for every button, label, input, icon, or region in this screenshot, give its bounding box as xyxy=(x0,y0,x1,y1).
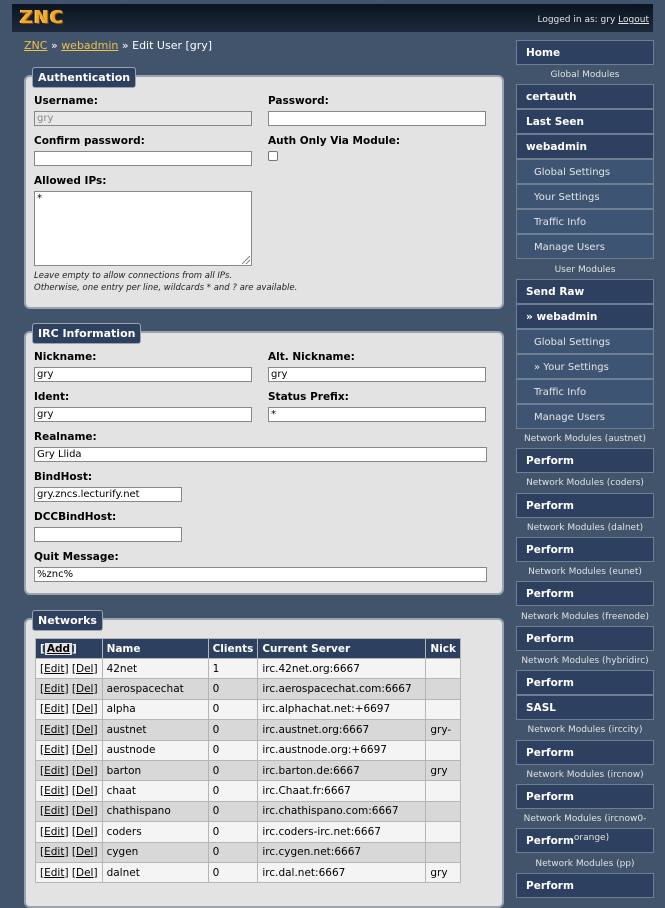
authentication-legend: Authentication xyxy=(32,67,136,88)
delete-network-link[interactable]: Del xyxy=(75,825,94,838)
network-nick-cell: gry xyxy=(426,862,461,882)
network-server-cell: irc.austnode.org:+6697 xyxy=(258,740,426,760)
delete-network-link[interactable]: Del xyxy=(75,764,94,777)
nav-send-raw[interactable]: Send Raw xyxy=(516,279,654,304)
networks-section xyxy=(24,614,504,908)
nav-last-seen[interactable]: Last Seen xyxy=(516,109,654,134)
confirm-password-input[interactable] xyxy=(34,151,252,166)
table-row xyxy=(36,679,461,699)
network-name-cell: aerospacechat xyxy=(102,679,208,699)
network-name-cell: austnet xyxy=(102,720,208,740)
network-server-cell: irc.austnet.org:6667 xyxy=(258,720,426,740)
ident-label: Ident: xyxy=(34,391,70,403)
network-clients-cell: 0 xyxy=(208,822,258,842)
network-clients-cell: 0 xyxy=(208,842,258,862)
caption-network-modules-austnet: Network Modules (austnet) xyxy=(524,434,646,444)
username-input: gry xyxy=(34,111,252,126)
table-row xyxy=(36,842,461,862)
network-nick-cell xyxy=(426,801,461,821)
networks-table xyxy=(35,638,461,883)
network-server-cell: irc.coders-irc.net:6667 xyxy=(258,822,426,842)
password-input[interactable] xyxy=(268,111,486,126)
nav-perform-hybridirc[interactable]: Perform xyxy=(516,670,654,695)
nav-certauth[interactable]: certauth xyxy=(516,84,654,109)
add-network-link[interactable]: Add xyxy=(46,642,70,655)
edit-network-link[interactable]: Edit xyxy=(44,785,65,798)
login-status xyxy=(537,15,649,25)
network-nick-cell xyxy=(426,842,461,862)
quit-message-label: Quit Message: xyxy=(34,551,119,563)
table-row xyxy=(36,699,461,719)
delete-network-link[interactable]: Del xyxy=(75,683,94,696)
nav-perform-ircnow0-label: Perform xyxy=(526,835,574,847)
edit-network-link[interactable]: Edit xyxy=(44,805,65,818)
table-row xyxy=(36,740,461,760)
row-actions: [Edit] [Del] xyxy=(36,740,103,760)
network-nick-cell xyxy=(426,699,461,719)
allowed-ips-value: * xyxy=(37,193,42,204)
network-nick-cell xyxy=(426,740,461,760)
authentication-section xyxy=(24,71,504,309)
network-clients-cell: 0 xyxy=(208,801,258,821)
breadcrumb-current: » Edit User [gry] xyxy=(118,39,213,52)
delete-network-link[interactable]: Del xyxy=(75,866,94,879)
network-clients-cell: 1 xyxy=(208,659,258,679)
network-name-cell: coders xyxy=(102,822,208,842)
nav-webadmin-active[interactable]: » webadmin xyxy=(516,304,654,329)
ident-input[interactable]: gry xyxy=(34,407,252,422)
network-clients-cell: 0 xyxy=(208,862,258,882)
caption-global-modules: Global Modules xyxy=(550,70,620,80)
nickname-input[interactable]: gry xyxy=(34,367,252,382)
realname-label: Realname: xyxy=(34,431,97,443)
nav-global-settings[interactable]: Global Settings xyxy=(516,159,654,184)
nav-traffic-info[interactable]: Traffic Info xyxy=(516,209,654,234)
irc-information-legend: IRC Information xyxy=(32,323,141,344)
edit-network-link[interactable]: Edit xyxy=(44,723,65,736)
nav-traffic-info-2[interactable]: Traffic Info xyxy=(516,379,654,404)
network-clients-cell: 0 xyxy=(208,740,258,760)
row-actions: [Edit] [Del] xyxy=(36,679,103,699)
network-name-cell: chaat xyxy=(102,781,208,801)
col-add: [ Add ] xyxy=(36,639,103,659)
network-nick-cell: gry xyxy=(426,760,461,780)
network-server-cell: irc.dal.net:6667 xyxy=(258,862,426,882)
edit-network-link[interactable]: Edit xyxy=(44,703,65,716)
network-nick-cell xyxy=(426,781,461,801)
dccbindhost-input[interactable] xyxy=(34,527,182,542)
nav-sasl[interactable]: SASL xyxy=(516,695,654,720)
network-server-cell: irc.chathispano.com:6667 xyxy=(258,801,426,821)
table-row xyxy=(36,720,461,740)
networks-legend: Networks xyxy=(32,610,103,631)
row-actions: [Edit] [Del] xyxy=(36,781,103,801)
col-nick: Nick xyxy=(426,639,461,659)
delete-network-link[interactable]: Del xyxy=(75,785,94,798)
table-row xyxy=(36,822,461,842)
delete-network-link[interactable]: Del xyxy=(75,723,94,736)
table-row xyxy=(36,781,461,801)
caption-network-modules-irccity: Network Modules (irccity) xyxy=(527,725,643,735)
network-server-cell: irc.Chaat.fr:6667 xyxy=(258,781,426,801)
caption-network-modules-pp: Network Modules (pp) xyxy=(535,859,635,869)
table-row xyxy=(36,801,461,821)
network-server-cell: irc.barton.de:6667 xyxy=(258,760,426,780)
allowed-ips-textarea[interactable] xyxy=(34,191,252,266)
table-row xyxy=(36,760,461,780)
col-name: Name xyxy=(102,639,208,659)
znc-logo[interactable]: ZNC xyxy=(20,7,65,28)
network-name-cell: dalnet xyxy=(102,862,208,882)
nickname-label: Nickname: xyxy=(34,351,97,363)
resize-grip-icon[interactable] xyxy=(242,256,250,264)
network-nick-cell: gry- xyxy=(426,720,461,740)
caption-network-modules-freenode: Network Modules (freenode) xyxy=(521,612,649,622)
row-actions: [Edit] [Del] xyxy=(36,842,103,862)
allowed-ips-label: Allowed IPs: xyxy=(34,175,107,187)
nav-webadmin[interactable]: webadmin xyxy=(516,134,654,159)
logout-link[interactable]: Logout xyxy=(618,15,649,25)
networks-header-row xyxy=(36,639,461,659)
breadcrumb-znc-link[interactable]: ZNC xyxy=(24,39,48,52)
header-bar xyxy=(12,4,653,32)
nav-manage-users-2[interactable]: Manage Users xyxy=(516,404,654,429)
nav-perform-irccity[interactable]: Perform xyxy=(516,740,654,765)
nav-perform-austnet[interactable]: Perform xyxy=(516,448,654,473)
network-clients-cell: 0 xyxy=(208,760,258,780)
nav-perform-ircnow0[interactable] xyxy=(516,828,654,853)
edit-network-link[interactable]: Edit xyxy=(44,825,65,838)
nav-perform-pp[interactable]: Perform xyxy=(516,873,654,898)
realname-input[interactable]: Gry Llida xyxy=(34,447,487,462)
caption-network-modules-dalnet: Network Modules (dalnet) xyxy=(526,523,644,533)
table-row xyxy=(36,862,461,882)
delete-network-link[interactable]: Del xyxy=(75,805,94,818)
nav-perform-ircnow[interactable]: Perform xyxy=(516,784,654,809)
nav-global-settings-2[interactable]: Global Settings xyxy=(516,329,654,354)
quit-message-input[interactable]: %znc% xyxy=(34,567,487,582)
delete-network-link[interactable]: Del xyxy=(75,744,94,757)
bindhost-label: BindHost: xyxy=(34,471,93,483)
network-clients-cell: 0 xyxy=(208,679,258,699)
row-actions: [Edit] [Del] xyxy=(36,720,103,740)
network-name-cell: chathispano xyxy=(102,801,208,821)
network-name-cell: 42net xyxy=(102,659,208,679)
network-nick-cell xyxy=(426,822,461,842)
network-server-cell: irc.aerospacechat.com:6667 xyxy=(258,679,426,699)
nav-your-settings[interactable]: Your Settings xyxy=(516,184,654,209)
caption-network-modules-eunet: Network Modules (eunet) xyxy=(528,567,642,577)
network-server-cell: irc.cygen.net:6667 xyxy=(258,842,426,862)
bindhost-input[interactable]: gry.zncs.lecturify.net xyxy=(34,487,182,502)
breadcrumb xyxy=(24,39,212,52)
status-prefix-input[interactable]: * xyxy=(268,407,486,422)
dccbindhost-label: DCCBindHost: xyxy=(34,511,117,523)
nav-manage-users[interactable]: Manage Users xyxy=(516,234,654,259)
network-name-cell: cygen xyxy=(102,842,208,862)
network-server-cell: irc.alphachat.net:+6697 xyxy=(258,699,426,719)
auth-only-module-checkbox[interactable] xyxy=(268,151,278,161)
row-actions: [Edit] [Del] xyxy=(36,760,103,780)
delete-network-link[interactable]: Del xyxy=(75,703,94,716)
caption-user-modules: User Modules xyxy=(554,265,616,275)
irc-information-section xyxy=(24,327,504,595)
edit-network-link[interactable]: Edit xyxy=(44,744,65,757)
nav-perform-eunet[interactable]: Perform xyxy=(516,581,654,606)
network-name-cell: barton xyxy=(102,760,208,780)
status-prefix-label: Status Prefix: xyxy=(268,391,349,403)
nav-perform-coders[interactable]: Perform xyxy=(516,493,654,518)
col-clients: Clients xyxy=(208,639,258,659)
network-nick-cell xyxy=(426,659,461,679)
breadcrumb-separator: » xyxy=(47,39,62,52)
confirm-password-label: Confirm password: xyxy=(34,135,145,147)
nav-perform-freenode[interactable]: Perform xyxy=(516,626,654,651)
edit-network-link[interactable]: Edit xyxy=(44,662,65,675)
network-server-cell: irc.42net.org:6667 xyxy=(258,659,426,679)
password-label: Password: xyxy=(268,95,329,107)
logged-in-text: Logged in as: gry xyxy=(537,15,616,25)
delete-network-link[interactable]: Del xyxy=(75,846,94,859)
network-clients-cell: 0 xyxy=(208,720,258,740)
caption-ircnow0-continued: orange) xyxy=(573,833,610,843)
row-actions: [Edit] [Del] xyxy=(36,862,103,882)
row-actions: [Edit] [Del] xyxy=(36,801,103,821)
networks-table-body xyxy=(36,659,461,883)
edit-network-link[interactable]: Edit xyxy=(44,683,65,696)
alt-nickname-label: Alt. Nickname: xyxy=(268,351,355,363)
nav-your-settings-active[interactable]: » Your Settings xyxy=(516,354,654,379)
delete-network-link[interactable]: Del xyxy=(75,662,94,675)
row-actions: [Edit] [Del] xyxy=(36,659,103,679)
nav-perform-dalnet[interactable]: Perform xyxy=(516,537,654,562)
network-name-cell: alpha xyxy=(102,699,208,719)
col-current-server: Current Server xyxy=(258,639,426,659)
edit-network-link[interactable]: Edit xyxy=(44,846,65,859)
network-nick-cell xyxy=(426,679,461,699)
caption-network-modules-ircnow0: Network Modules (ircnow0- xyxy=(523,814,647,824)
breadcrumb-webadmin-link[interactable]: webadmin xyxy=(61,39,119,52)
network-clients-cell: 0 xyxy=(208,781,258,801)
caption-network-modules-hybridirc: Network Modules (hybridirc) xyxy=(521,656,649,666)
auth-only-module-label: Auth Only Via Module: xyxy=(268,135,401,147)
allowed-ips-hint-line2: Otherwise, one entry per line, wildcards * and ? are available. xyxy=(34,283,298,293)
row-actions: [Edit] [Del] xyxy=(36,699,103,719)
caption-network-modules-coders: Network Modules (coders) xyxy=(526,478,644,488)
network-name-cell: austnode xyxy=(102,740,208,760)
caption-network-modules-ircnow: Network Modules (ircnow) xyxy=(526,770,644,780)
table-row xyxy=(36,659,461,679)
allowed-ips-hint-line1: Leave empty to allow connections from all IPs. xyxy=(34,271,233,281)
network-clients-cell: 0 xyxy=(208,699,258,719)
alt-nickname-input[interactable]: gry xyxy=(268,367,486,382)
username-label: Username: xyxy=(34,95,98,107)
row-actions: [Edit] [Del] xyxy=(36,822,103,842)
allowed-ips-hint xyxy=(34,270,297,294)
edit-network-link[interactable]: Edit xyxy=(44,764,65,777)
nav-home[interactable]: Home xyxy=(516,40,654,65)
edit-network-link[interactable]: Edit xyxy=(44,866,65,879)
